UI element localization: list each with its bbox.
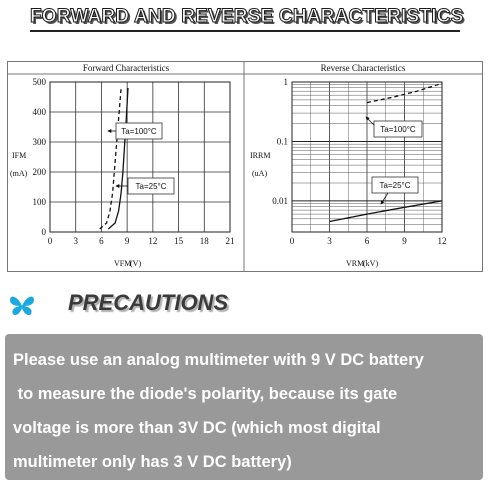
precaution-note-box <box>5 334 483 480</box>
reverse-y-label: IRRM <box>250 151 271 160</box>
precautions-header <box>8 290 308 320</box>
forward-x-label: VFM <box>114 259 132 268</box>
reverse-x-tick-label: 9 <box>402 236 407 246</box>
forward-y-label: IFM <box>12 151 27 160</box>
reverse-annotation-100c: Ta=100°C <box>380 125 416 134</box>
forward-y-tick-label: 500 <box>32 77 46 87</box>
forward-x-tick-label: 9 <box>124 236 130 246</box>
forward-y-tick-label: 300 <box>32 137 46 147</box>
forward-x-tick-label: 18 <box>199 236 209 246</box>
precaution-line-1: Please use an analog multimeter with 9 V DC battery <box>13 351 424 369</box>
precaution-line-4: multimeter only has 3 V DC battery) <box>13 453 292 471</box>
page-title: FORWARD AND REVERSE CHARACTERISTICS <box>30 6 464 27</box>
title-underline <box>30 30 460 32</box>
forward-x-tick-label: 3 <box>73 236 78 246</box>
reverse-x-label: VRM <box>346 259 365 268</box>
reverse-chart-title: Reverse Characteristics <box>320 63 406 73</box>
reverse-chart <box>250 77 447 268</box>
precautions-title: PRECAUTIONS <box>68 290 229 315</box>
reverse-annotation-25c: Ta=25°C <box>379 181 411 190</box>
forward-y-tick-label: 400 <box>32 107 46 117</box>
reverse-annotation-25c-arrow <box>381 193 388 204</box>
forward-y-unit: (mA) <box>10 169 28 178</box>
reverse-x-tick-label: 6 <box>364 236 370 246</box>
forward-chart-title: Forward Characteristics <box>82 63 170 73</box>
forward-plot-frame <box>50 82 230 232</box>
characteristics-charts-panel <box>7 61 483 272</box>
forward-y-tick-label: 0 <box>41 227 46 237</box>
reverse-x-tick-label: 0 <box>289 236 295 246</box>
butterfly-icon <box>8 294 36 318</box>
precaution-line-2: to measure the diode's polarity, because its gate <box>13 385 398 403</box>
forward-x-tick-label: 12 <box>148 236 158 246</box>
reverse-x-tick-label: 3 <box>327 236 332 246</box>
forward-annotation-25c: Ta=25°C <box>135 182 167 191</box>
reverse-y-tick-label: 0.1 <box>276 136 288 147</box>
precaution-line-3: voltage is more than 3V DC (which most digital <box>13 419 381 437</box>
forward-series-25c-line <box>108 88 128 229</box>
forward-x-tick-label: 15 <box>174 236 184 246</box>
forward-x-tick-label: 21 <box>225 236 235 246</box>
forward-x-tick-label: 6 <box>99 236 104 246</box>
reverse-x-unit: (kV) <box>363 259 379 268</box>
forward-series-100c-line <box>100 88 121 229</box>
forward-chart <box>10 77 235 268</box>
reverse-y-tick-label: 1 <box>283 77 288 87</box>
reverse-x-tick-label: 12 <box>437 236 447 246</box>
forward-y-tick-label: 100 <box>32 197 46 207</box>
forward-y-tick-label: 200 <box>32 167 46 177</box>
forward-x-tick-label: 0 <box>47 236 53 246</box>
charts-svg <box>8 62 482 271</box>
forward-x-unit: (V) <box>130 259 142 268</box>
reverse-y-tick-label: 0.01 <box>272 195 288 206</box>
reverse-y-unit: (uA) <box>252 169 268 178</box>
forward-annotation-100c: Ta=100°C <box>121 127 157 136</box>
